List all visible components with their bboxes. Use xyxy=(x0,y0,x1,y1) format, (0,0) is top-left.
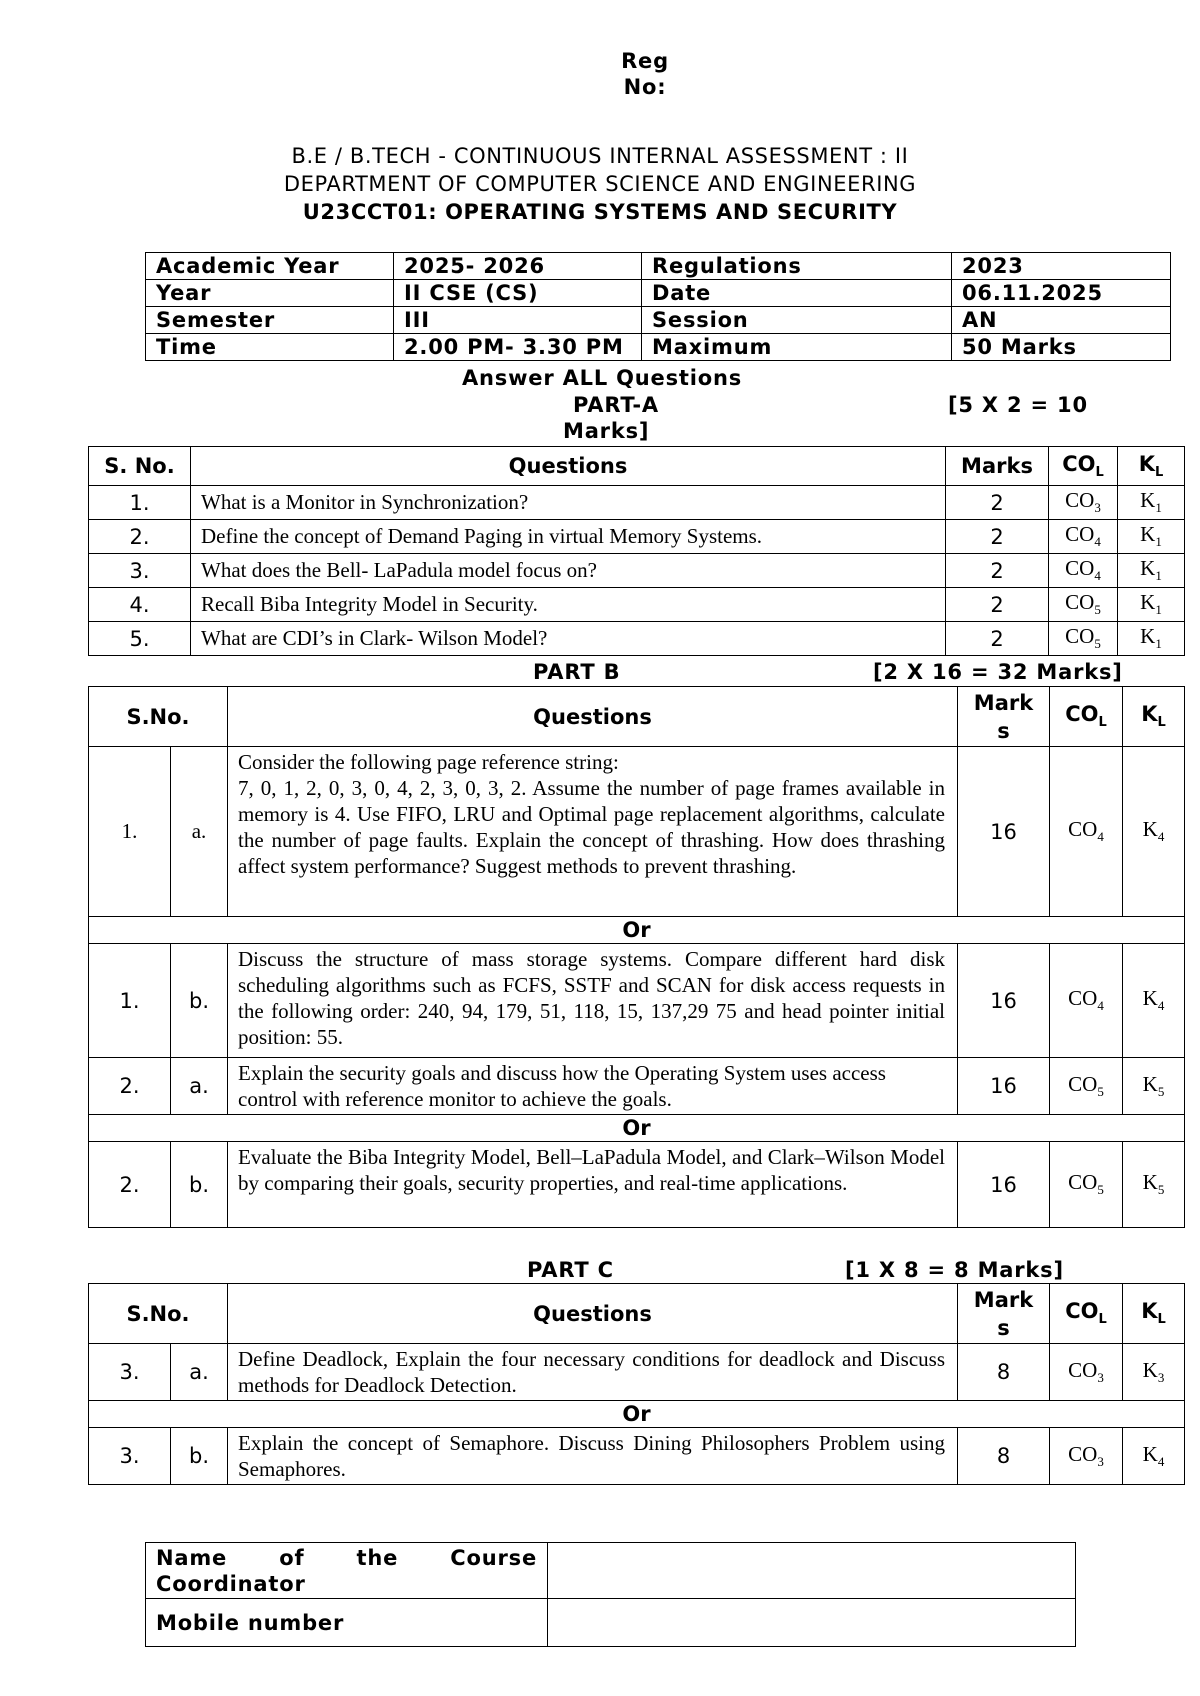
col-co xyxy=(1050,1284,1123,1344)
question-kl xyxy=(1118,588,1185,622)
co-sub: 5 xyxy=(1094,602,1101,618)
info-row xyxy=(146,253,1171,280)
question-text: Explain the concept of Semaphore. Discuss Dining Philosophers Problem using Semaphores. xyxy=(228,1428,958,1485)
exam-title: B.E / B.TECH - CONTINUOUS INTERNAL ASSESSMENT : II xyxy=(291,144,909,168)
info-value: AN xyxy=(952,307,1171,334)
part-a-table xyxy=(88,446,1185,656)
part-c-title: PART C xyxy=(527,1258,614,1282)
kl-text: K xyxy=(1142,1357,1158,1382)
coordinator-label: Name of the Course Coordinator xyxy=(146,1543,548,1599)
or-label: Or xyxy=(89,1401,1185,1428)
col-sno: S.No. xyxy=(89,687,228,747)
kl-text: K xyxy=(1142,1170,1158,1195)
col-questions: Questions xyxy=(228,687,958,747)
question-marks: 16 xyxy=(958,747,1050,917)
kl-sub: 1 xyxy=(1155,534,1162,550)
col-kl xyxy=(1123,687,1185,747)
question-marks: 16 xyxy=(958,1058,1050,1115)
question-text: Explain the security goals and discuss how the Operating System uses access control with reference monitor to achieve the goals. xyxy=(228,1058,958,1115)
table-row xyxy=(89,1344,1185,1401)
part-a-header-row xyxy=(89,447,1185,486)
or-label: Or xyxy=(89,1115,1185,1142)
info-value: 06.11.2025 xyxy=(952,280,1171,307)
table-row xyxy=(89,622,1185,656)
mobile-field[interactable] xyxy=(548,1599,1076,1647)
exam-title-block xyxy=(0,142,1200,226)
question-number: 3. xyxy=(89,1344,171,1401)
part-a-title: PART-A xyxy=(573,393,659,417)
table-row xyxy=(89,1142,1185,1228)
co-sub: 4 xyxy=(1097,998,1104,1014)
question-number: 3. xyxy=(89,1428,171,1485)
question-co xyxy=(1050,1058,1123,1115)
question-co xyxy=(1050,944,1123,1058)
question-number: 1. xyxy=(89,944,171,1058)
question-text: Define the concept of Demand Paging in virtual Memory Systems. xyxy=(191,520,946,554)
co-sub: L xyxy=(1095,465,1104,481)
info-row xyxy=(146,280,1171,307)
marks-line1: Mark xyxy=(973,690,1034,715)
co-text: CO xyxy=(1065,522,1095,547)
co-text: CO xyxy=(1068,1170,1098,1195)
table-row xyxy=(89,486,1185,520)
coordinator-table xyxy=(145,1542,1076,1647)
co-sub: L xyxy=(1098,715,1107,731)
co-sub: 5 xyxy=(1094,636,1101,652)
question-marks: 8 xyxy=(958,1428,1050,1485)
co-sub: 3 xyxy=(1094,500,1101,516)
question-kl xyxy=(1123,747,1185,917)
exam-info-table xyxy=(145,252,1171,361)
question-number: 4. xyxy=(89,588,191,622)
info-row xyxy=(146,307,1171,334)
question-number: 2. xyxy=(89,1058,171,1115)
table-row xyxy=(89,1058,1185,1115)
part-c-header-row xyxy=(89,1284,1185,1344)
part-b-header-row xyxy=(89,687,1185,747)
col-sno: S. No. xyxy=(89,447,191,486)
question-kl xyxy=(1123,1428,1185,1485)
question-kl xyxy=(1123,1344,1185,1401)
info-value: III xyxy=(394,307,642,334)
table-row xyxy=(89,554,1185,588)
part-c-table xyxy=(88,1283,1185,1485)
kl-text: K xyxy=(1140,556,1156,581)
co-sub: 5 xyxy=(1097,1182,1104,1198)
question-marks: 2 xyxy=(946,554,1049,588)
co-text: CO xyxy=(1068,817,1098,842)
col-questions: Questions xyxy=(191,447,946,486)
info-value: 2023 xyxy=(952,253,1171,280)
reg-no-line1: Reg xyxy=(621,49,669,73)
co-sub: 4 xyxy=(1094,568,1101,584)
question-number: 3. xyxy=(89,554,191,588)
question-marks: 2 xyxy=(946,486,1049,520)
co-text: CO xyxy=(1065,590,1095,615)
mobile-row xyxy=(146,1599,1076,1647)
question-kl xyxy=(1118,520,1185,554)
question-co xyxy=(1050,747,1123,917)
table-row xyxy=(89,588,1185,622)
co-sub: 3 xyxy=(1097,1454,1104,1470)
kl-text: K xyxy=(1140,590,1156,615)
or-label: Or xyxy=(89,917,1185,944)
co-text: CO xyxy=(1068,1357,1098,1382)
question-co xyxy=(1049,554,1118,588)
info-key: Regulations xyxy=(642,253,952,280)
question-kl xyxy=(1123,1142,1185,1228)
info-value: 50 Marks xyxy=(952,334,1171,361)
info-key: Academic Year xyxy=(146,253,394,280)
kl-text: K xyxy=(1140,624,1156,649)
info-key: Session xyxy=(642,307,952,334)
kl-text: K xyxy=(1142,1441,1158,1466)
question-kl xyxy=(1118,554,1185,588)
question-marks: 16 xyxy=(958,1142,1050,1228)
question-marks: 2 xyxy=(946,520,1049,554)
kl-sub: L xyxy=(1157,715,1166,731)
info-key: Year xyxy=(146,280,394,307)
question-number: 2. xyxy=(89,1142,171,1228)
col-sno: S.No. xyxy=(89,1284,228,1344)
kl-text: K xyxy=(1142,1071,1158,1096)
part-b-table xyxy=(88,686,1185,1228)
col-co xyxy=(1049,447,1118,486)
co-label: CO xyxy=(1065,702,1099,727)
question-marks: 2 xyxy=(946,588,1049,622)
part-a-marks: [5 X 2 = 10 xyxy=(948,393,1088,417)
table-row xyxy=(89,1428,1185,1485)
part-b-marks: [2 X 16 = 32 Marks] xyxy=(873,660,1123,684)
question-co xyxy=(1049,520,1118,554)
kl-sub: 3 xyxy=(1157,1370,1165,1386)
question-text: Define Deadlock, Explain the four necessary conditions for deadlock and Discuss methods for Deadlock Detection. xyxy=(228,1344,958,1401)
question-kl xyxy=(1123,944,1185,1058)
co-text: CO xyxy=(1068,1071,1098,1096)
kl-label: K xyxy=(1141,1299,1158,1324)
table-row xyxy=(89,747,1185,917)
marks-line1: Mark xyxy=(973,1287,1034,1312)
kl-sub: L xyxy=(1157,1312,1166,1328)
co-sub: 4 xyxy=(1094,534,1101,550)
coordinator-field[interactable] xyxy=(548,1543,1076,1599)
question-sub: a. xyxy=(171,1058,228,1115)
question-kl xyxy=(1123,1058,1185,1115)
co-text: CO xyxy=(1065,488,1095,513)
co-sub: 4 xyxy=(1097,829,1104,845)
part-b-title: PART B xyxy=(533,660,621,684)
mobile-label: Mobile number xyxy=(146,1599,548,1647)
part-a-marks-cont: Marks] xyxy=(563,419,650,443)
question-number: 1. xyxy=(89,486,191,520)
question-co xyxy=(1050,1344,1123,1401)
info-value: 2.00 PM- 3.30 PM xyxy=(394,334,642,361)
question-co xyxy=(1049,622,1118,656)
kl-sub: 4 xyxy=(1157,1454,1165,1470)
course-title: U23CCT01: OPERATING SYSTEMS AND SECURITY xyxy=(302,200,898,224)
question-marks: 16 xyxy=(958,944,1050,1058)
kl-sub: 1 xyxy=(1155,636,1162,652)
question-co xyxy=(1049,588,1118,622)
col-marks: Marks xyxy=(946,447,1049,486)
info-value: II CSE (CS) xyxy=(394,280,642,307)
or-row xyxy=(89,1115,1185,1142)
kl-sub: 1 xyxy=(1155,568,1162,584)
question-text: Recall Biba Integrity Model in Security. xyxy=(191,588,946,622)
kl-label: K xyxy=(1141,702,1158,727)
col-kl xyxy=(1118,447,1185,486)
kl-sub: 1 xyxy=(1155,500,1162,516)
co-sub: 5 xyxy=(1097,1084,1104,1100)
question-marks: 8 xyxy=(958,1344,1050,1401)
reg-no-line2: No: xyxy=(623,75,667,99)
question-text: Discuss the structure of mass storage systems. Compare different hard disk scheduling algorithms such as FCFS, SSTF and SCAN for disk access requests in the following order: 240, 94, 179, 51, 118, 15, 137,29 75 and head pointer initial position: 55. xyxy=(228,944,958,1058)
table-row xyxy=(89,520,1185,554)
question-co xyxy=(1050,1142,1123,1228)
question-sub: a. xyxy=(171,1344,228,1401)
question-text xyxy=(228,747,958,917)
question-text-line: Consider the following page reference string: xyxy=(238,750,619,774)
kl-sub: L xyxy=(1154,465,1164,481)
kl-sub: 4 xyxy=(1157,829,1165,845)
col-kl xyxy=(1123,1284,1185,1344)
question-sub: b. xyxy=(171,1428,228,1485)
question-kl xyxy=(1118,622,1185,656)
question-text: What is a Monitor in Synchronization? xyxy=(191,486,946,520)
co-text: CO xyxy=(1065,556,1095,581)
part-c-marks: [1 X 8 = 8 Marks] xyxy=(845,1258,1064,1282)
co-text: CO xyxy=(1068,1441,1098,1466)
kl-text: K xyxy=(1140,488,1156,513)
kl-sub: 4 xyxy=(1157,998,1165,1014)
co-label: CO xyxy=(1065,1299,1099,1324)
question-co xyxy=(1049,486,1118,520)
question-number: 1. xyxy=(89,747,171,917)
coordinator-row xyxy=(146,1543,1076,1599)
info-row xyxy=(146,334,1171,361)
kl-sub: 5 xyxy=(1157,1084,1165,1100)
table-row xyxy=(89,944,1185,1058)
question-number: 5. xyxy=(89,622,191,656)
info-value: 2025- 2026 xyxy=(394,253,642,280)
col-questions: Questions xyxy=(228,1284,958,1344)
col-marks xyxy=(958,1284,1050,1344)
or-row xyxy=(89,1401,1185,1428)
question-co xyxy=(1050,1428,1123,1485)
col-co xyxy=(1050,687,1123,747)
kl-text: K xyxy=(1142,986,1158,1011)
marks-line2: s xyxy=(997,1315,1010,1340)
question-sub: a. xyxy=(171,747,228,917)
col-marks xyxy=(958,687,1050,747)
info-key: Date xyxy=(642,280,952,307)
or-row xyxy=(89,917,1185,944)
info-key: Time xyxy=(146,334,394,361)
question-sub: b. xyxy=(171,944,228,1058)
info-key: Maximum xyxy=(642,334,952,361)
instructions: Answer ALL Questions xyxy=(462,366,742,390)
question-kl xyxy=(1118,486,1185,520)
kl-text: K xyxy=(1140,522,1156,547)
info-key: Semester xyxy=(146,307,394,334)
department-title: DEPARTMENT OF COMPUTER SCIENCE AND ENGINEERING xyxy=(283,172,917,196)
co-sub: L xyxy=(1098,1312,1107,1328)
kl-text: K xyxy=(1142,817,1158,842)
question-text-body: 7, 0, 1, 2, 0, 3, 0, 4, 2, 3, 0, 3, 2. Assume the number of page frames available in memory is 4. Use FIFO, LRU and Optimal page replacement algorithms, calculate the number of page faults. Explain the concept of thrashing. How does thrashing affect system performance? Suggest methods to prevent thrashing. xyxy=(238,776,945,878)
kl-sub: 1 xyxy=(1155,602,1162,618)
co-text: CO xyxy=(1065,624,1095,649)
marks-line2: s xyxy=(997,718,1010,743)
co-text: CO xyxy=(1068,986,1098,1011)
co-sub: 3 xyxy=(1097,1370,1104,1386)
question-number: 2. xyxy=(89,520,191,554)
co-label: CO xyxy=(1062,451,1096,476)
kl-label: K xyxy=(1138,451,1155,476)
reg-no-label xyxy=(545,48,745,100)
kl-sub: 5 xyxy=(1157,1182,1165,1198)
question-text: What does the Bell- LaPadula model focus on? xyxy=(191,554,946,588)
question-sub: b. xyxy=(171,1142,228,1228)
question-marks: 2 xyxy=(946,622,1049,656)
question-text: What are CDI’s in Clark- Wilson Model? xyxy=(191,622,946,656)
question-text: Evaluate the Biba Integrity Model, Bell–LaPadula Model, and Clark–Wilson Model by comparing their goals, security properties, and real-time applications. xyxy=(228,1142,958,1228)
